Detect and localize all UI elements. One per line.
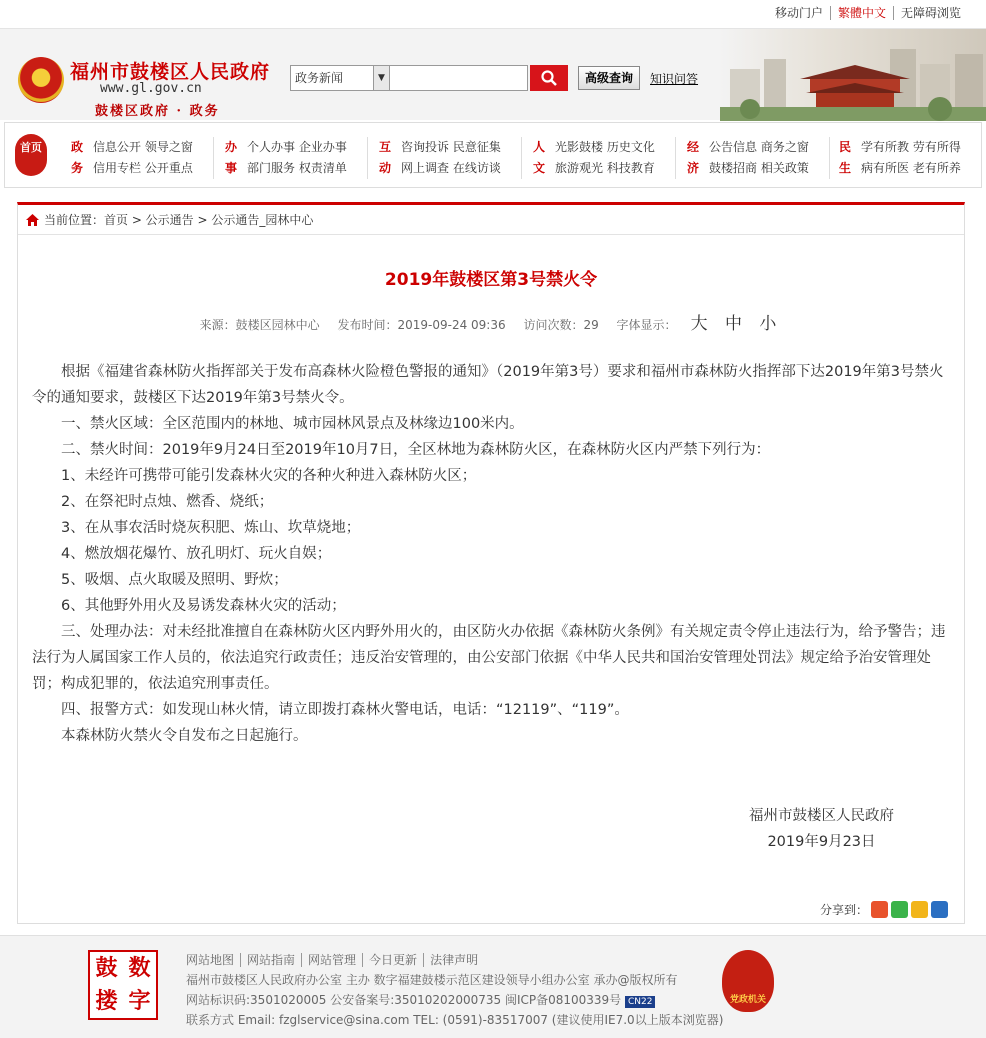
nav-key-1: 民 (839, 140, 852, 154)
article-source: 来源：鼓楼区园林中心 (199, 318, 320, 332)
article-paragraph: 一、禁火区域：全区范围内的林地、城市园林风景点及林缘边100米内。 (61, 416, 524, 432)
nav-divider (213, 137, 214, 179)
header-building-image (720, 29, 986, 121)
footer-organizer: 福州市鼓楼区人民政府办公室 主办 数字福建鼓楼示范区建设领导小组办公室 承办@版权所有 (186, 973, 678, 987)
nav-links-row2[interactable]: 鼓楼招商 相关政策 (709, 161, 809, 175)
nav-links-row1[interactable]: 学有所教 劳有所得 (861, 140, 961, 154)
article-title: 2019年鼓楼区第3号禁火令 (384, 270, 598, 290)
signer: 福州市鼓楼区人民政府 (749, 808, 894, 824)
nav-links-row2[interactable]: 部门服务 权责清单 (247, 161, 347, 175)
search-bar (290, 65, 698, 91)
article-paragraph: 3、在从事农活时烧灰积肥、炼山、坎草烧地； (61, 520, 361, 536)
nav-key-1: 经 (687, 140, 700, 154)
nav-divider (367, 137, 368, 179)
nav-links-row2[interactable]: 网上调查 在线访谈 (401, 161, 501, 175)
article-signature (749, 803, 894, 855)
nav-links-row1[interactable]: 个人办事 企业办事 (247, 140, 347, 154)
footer-link-updates[interactable]: 今日更新 (362, 953, 423, 967)
nav-key-1: 政 (71, 140, 84, 154)
nav-key-1: 办 (225, 140, 238, 154)
article-paragraph: 4、燃放烟花爆竹、放孔明灯、玩火自娱； (61, 546, 332, 562)
article-paragraph: 6、其他野外用火及易诱发森林火灾的活动； (61, 598, 346, 614)
share-bar (820, 901, 948, 918)
nav-key-1: 人 (533, 140, 546, 154)
nav-divider (829, 137, 830, 179)
search-icon (540, 69, 558, 87)
chevron-down-icon[interactable]: ▼ (373, 66, 389, 90)
nav-key-2: 动 (379, 161, 392, 175)
nav-links-row1[interactable]: 公告信息 商务之窗 (709, 140, 809, 154)
nav-key-1: 互 (379, 140, 392, 154)
nav-divider (521, 137, 522, 179)
logo-char: 鼓 (95, 956, 118, 981)
footer-link-admin[interactable]: 网站管理 (301, 953, 362, 967)
article-meta (18, 309, 964, 334)
article-panel (17, 202, 965, 924)
search-button[interactable] (530, 65, 568, 91)
footer-contact: 联系方式 Email: fzglservice@sina.com TEL: (0591)-83517007 (建议使用IE7.0以上版本浏览器) (186, 1013, 724, 1027)
nav-home-button[interactable] (15, 134, 47, 176)
article-paragraph: 四、报警方式：如发现山林火情，请立即拨打森林火警电话，电话：“12119”、“119”。 (61, 702, 629, 718)
advanced-search-button[interactable]: 高级查询 (578, 66, 640, 90)
nav-links-row1[interactable]: 光影鼓楼 历史文化 (555, 140, 655, 154)
main-navigation (4, 122, 982, 188)
nav-key-2: 生 (839, 161, 852, 175)
qa-link[interactable]: 知识问答 (650, 71, 699, 86)
breadcrumb (18, 205, 964, 235)
site-header (0, 28, 986, 120)
logo-char: 字 (128, 989, 151, 1014)
party-government-badge[interactable] (722, 950, 774, 1012)
article-paragraph: 2、在祭祀时点烛、燃香、烧纸； (61, 494, 274, 510)
nav-links-row2[interactable]: 病有所医 老有所养 (861, 161, 961, 175)
top-bar (0, 0, 986, 28)
nav-links-row2[interactable]: 旅游观光 科技教育 (555, 161, 655, 175)
footer-registration-text[interactable]: 网站标识码:3501020005 公安备案号:35010202000735 闽ICP备08100339号 (186, 993, 622, 1007)
site-footer (0, 935, 986, 1038)
logo-char: 数 (128, 956, 151, 981)
footer-registration (186, 990, 723, 1010)
article-paragraph: 本森林防火禁火令自发布之日起施行。 (61, 728, 308, 744)
nav-links-row2[interactable]: 信用专栏 公开重点 (93, 161, 193, 175)
article-published: 发布时间：2019-09-24 09:36 (337, 318, 506, 332)
gulou-digital-logo (88, 950, 158, 1020)
accessibility-link[interactable]: 无障碍浏览 (893, 6, 968, 20)
wechat-share-icon[interactable] (891, 901, 908, 918)
qzone-share-icon[interactable] (911, 901, 928, 918)
footer-text (186, 950, 723, 1030)
article-paragraph: 1、未经许可携带可能引发森林火灾的各种火种进入森林防火区； (61, 468, 477, 484)
share-label: 分享到： (819, 903, 868, 917)
footer-link-sitemap[interactable]: 网站地图 (186, 953, 235, 967)
nav-divider (675, 137, 676, 179)
sign-date: 2019年9月23日 (767, 834, 876, 850)
footer-link-legal[interactable]: 法律声明 (423, 953, 484, 967)
icp-badge: CN22 (625, 996, 655, 1008)
search-input[interactable] (390, 65, 528, 91)
search-category-value: 政务新闻 (295, 71, 344, 85)
nav-links-row1[interactable]: 咨询投诉 民意征集 (401, 140, 501, 154)
traditional-chinese-link[interactable]: 繁體中文 (830, 6, 893, 20)
party-government-badge-label: 党政机关 (729, 995, 766, 1005)
footer-links (186, 950, 723, 970)
article-paragraph: 5、吸烟、点火取暖及照明、野炊； (61, 572, 288, 588)
breadcrumb-text[interactable]: 当前位置：首页 > 公示通告 > 公示通告_园林中心 (44, 213, 314, 227)
font-size-switcher[interactable]: 大 中 小 (690, 314, 783, 334)
article-paragraph: 根据《福建省森林防火指挥部关于发布高森林火险橙色警报的通知》（2019年第3号）要求和福州市森林防火指挥部下达2019年第3号禁火令的通知要求，鼓楼区下达2019年第3号禁火令。 (32, 364, 944, 406)
search-category-select[interactable] (290, 65, 390, 91)
site-subtitle: 鼓楼区政府 · 政务 (95, 104, 220, 119)
nav-home-label: 首页 (20, 141, 42, 154)
mobile-portal-link[interactable]: 移动门户 (774, 6, 823, 20)
nav-links-row1[interactable]: 信息公开 领导之窗 (93, 140, 193, 154)
nav-key-2: 事 (225, 161, 238, 175)
national-emblem-icon (18, 57, 64, 103)
article-visits: 访问次数：29 (523, 318, 599, 332)
top-links (768, 6, 968, 20)
nav-key-2: 务 (71, 161, 84, 175)
article-paragraph: 二、禁火时间：2019年9月24日至2019年10月7日，全区林地为森林防火区，在森林防火区内严禁下列行为： (61, 442, 771, 458)
renren-share-icon[interactable] (931, 901, 948, 918)
weibo-share-icon[interactable] (871, 901, 888, 918)
home-icon (26, 214, 39, 226)
font-size-label: 字体显示： (616, 318, 677, 332)
site-url: www.gl.gov.cn (100, 81, 202, 96)
logo-char: 搂 (95, 989, 118, 1014)
footer-link-guide[interactable]: 网站指南 (240, 953, 301, 967)
article-body (32, 359, 952, 749)
article-paragraph: 三、处理办法：对未经批准擅自在森林防火区内野外用火的，由区防火办依据《森林防火条例》有关规定责令停止违法行为，给予警告；违法行为人属国家工作人员的，依法追究行政责任；违反治安管理的，由公安部门依据《中华人民共和国治安管理处罚法》规定给予治安管理处罚；构成犯罪的，依法追究刑事责任。 (32, 624, 946, 692)
site-title[interactable]: 福州市鼓楼区人民政府 (70, 61, 271, 83)
nav-key-2: 济 (687, 161, 700, 175)
nav-key-2: 文 (533, 161, 546, 175)
